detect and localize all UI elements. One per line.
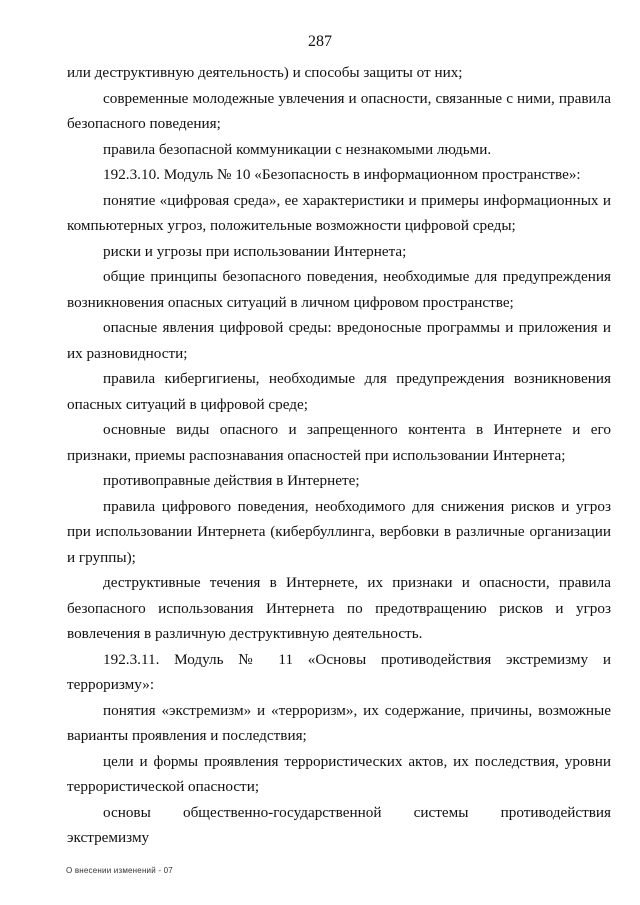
section-heading-module-10: 192.3.10. Модуль № 10 «Безопасность в информационном пространстве»: [103, 166, 581, 183]
document-body [67, 60, 611, 851]
paragraph-continuation: или деструктивную деятельность) и способы защиты от них; [67, 64, 463, 81]
paragraph: основы общественно-государственной системы противодействия экстремизму [67, 803, 611, 846]
paragraph: современные молодежные увлечения и опасности, связанные с ними, правила безопасного поведения; [67, 89, 611, 132]
section-heading-module-11: 192.3.11. Модуль № 11 «Основы противодействия экстремизму и терроризму»: [67, 650, 611, 693]
paragraph: общие принципы безопасного поведения, необходимые для предупреждения возникновения опасных ситуаций в личном цифровом пространстве; [67, 268, 611, 311]
paragraph: риски и угрозы при использовании Интернета; [103, 242, 407, 260]
paragraph: деструктивные течения в Интернете, их признаки и опасности, правила безопасного использования Интернета по предотвращению рисков и угроз вовлечения в различную деструктивную деятельность. [67, 574, 611, 642]
paragraph: правила безопасной коммуникации с незнакомыми людьми. [103, 140, 492, 158]
page-number: 287 [308, 33, 332, 50]
paragraph: противоправные действия в Интернете; [103, 472, 360, 489]
paragraph: понятия «экстремизм» и «терроризм», их содержание, причины, возможные варианты проявления и последствия; [67, 701, 611, 744]
paragraph: правила кибергигиены, необходимые для предупреждения возникновения опасных ситуаций в цифровой среде; [67, 370, 611, 413]
footer-note: О внесении изменений - 07 [66, 866, 173, 875]
paragraph: опасные явления цифровой среды: вредоносные программы и приложения и их разновидности; [67, 319, 611, 362]
paragraph: понятие «цифровая среда», ее характеристики и примеры информационных и компьютерных угроз, положительные возможности цифровой среды; [67, 191, 611, 234]
paragraph: правила цифрового поведения, необходимого для снижения рисков и угроз при использовании Интернета (кибербуллинга, вербовки в различные организации и группы); [67, 497, 611, 566]
paragraph: цели и формы проявления террористических актов, их последствия, уровни террористической опасности; [67, 752, 611, 795]
paragraph: основные виды опасного и запрещенного контента в Интернете и его признаки, приемы распознавания опасностей при использовании Интернета; [67, 421, 611, 464]
